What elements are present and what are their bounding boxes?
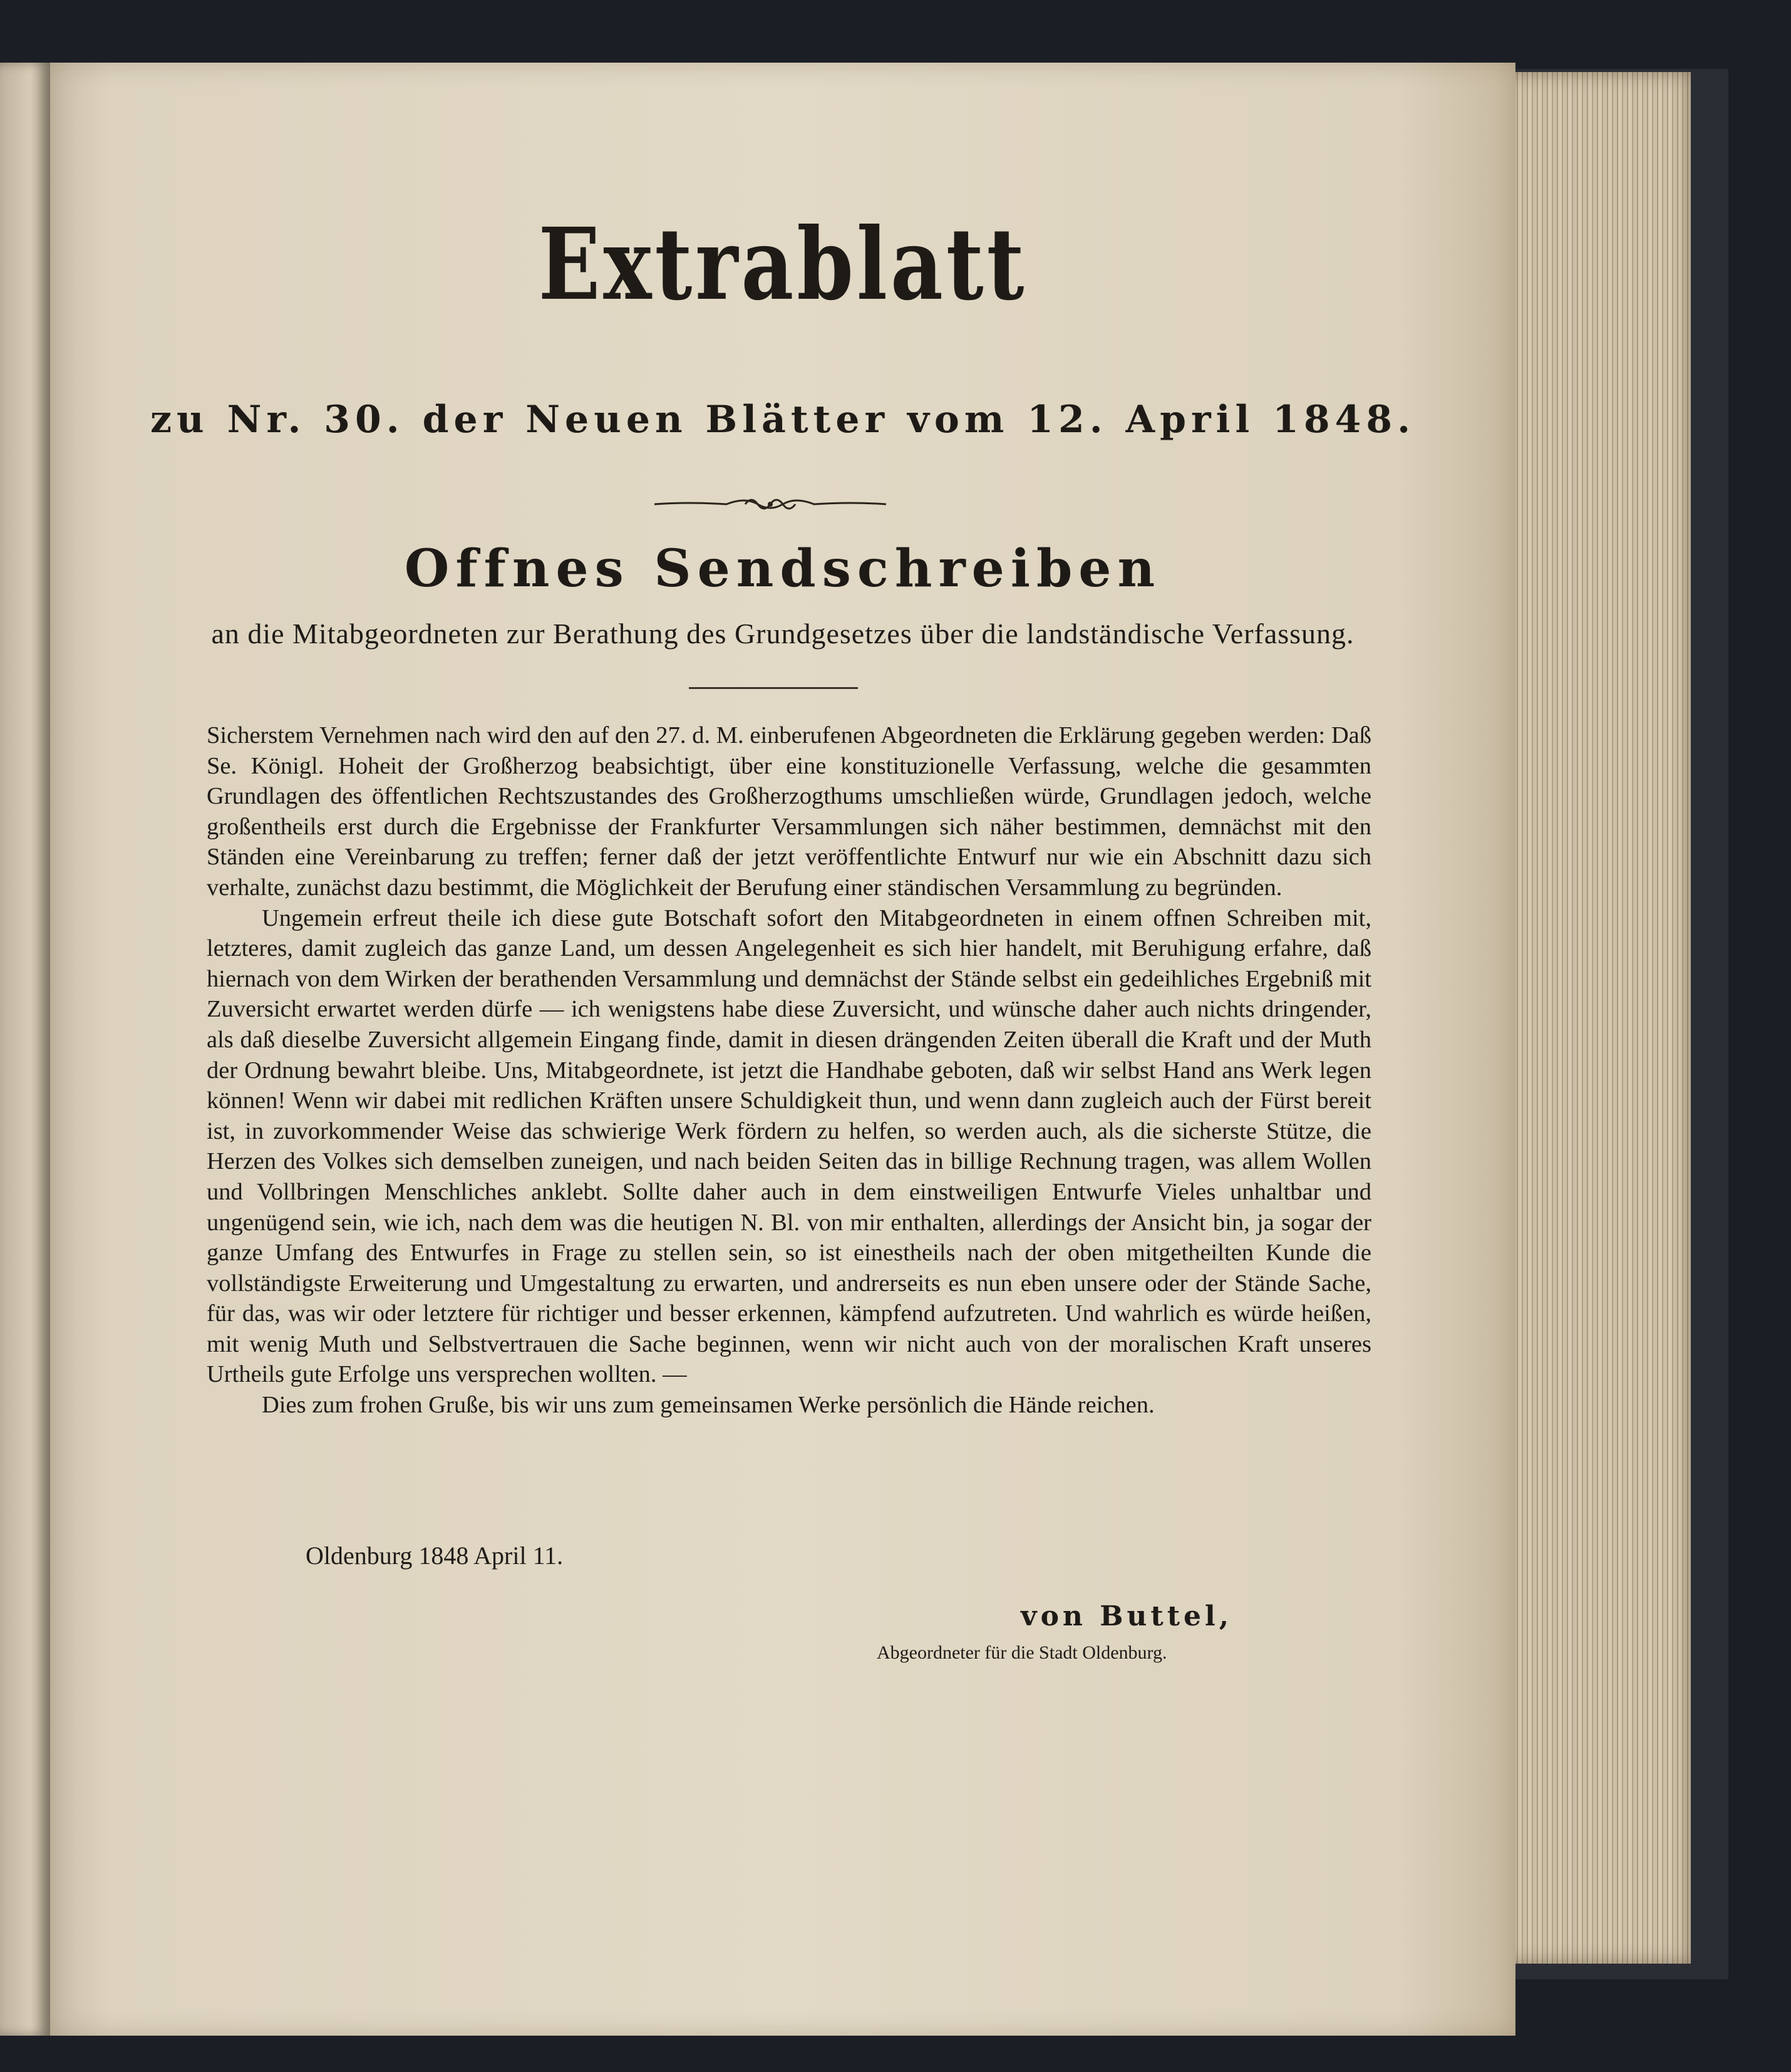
page-block-edges [1503,72,1691,1964]
masthead-subtitle: zu Nr. 30. der Neuen Blätter vom 12. April 1848. [150,398,1416,442]
signature-role: Abgeordneter für die Stadt Oldenburg. [877,1642,1167,1663]
title-divider [689,687,858,689]
left-facing-page-edge [0,63,50,2036]
article-paragraph: Ungemein erfreut theile ich diese gute Botschaft sofort den Mitabgeordneten in einem offnen Schreiben mit, letzteres, damit zugleich das ganze Land, um dessen Angelegenheit es sich hier handelt, mit Beruhigung erfahre, daß hiernach von dem Wirken der berathenden Versammlung und demnächst der Stände selbst ein gedeihliches Ergebniß mit Zuversicht erwartet werden dürfe — ich wenigstens habe diese Zuversicht, und wünsche daher auch nichts dringender, als daß dieselbe Zuversicht allgemein Eingang finde, damit in diesen drängenden Zeiten überall die Kraft und der Muth der Ordnung bewahrt bleibe. Uns, Mitabgeordnete, ist jetzt die Handhabe geboten, daß wir selbst Hand ans Werk legen können! Wenn wir dabei mit redlichen Kräften unsere Schuldigkeit thun, und wenn dann zugleich auch der Fürst bereit ist, in zuvorkommender Weise das schwierige Werk fördern zu helfen, so werden auch, als die sicherste Stütze, die Herzen des Volkes sich demselben zuneigen, und nach beiden Seiten das in billige Rechnung tragen, was allem Wollen und Vollbringen Menschliches anklebt. Sollte daher auch in dem einstweiligen Entwurfe Vieles unhaltbar und ungenügend sein, wie ich, nach dem was die heutigen N. Bl. von mir enthalten, allerdings der Ansicht bin, ja sogar der ganze Umfang des Entwurfes in Frage zu stellen sein, so ist einestheils nach der oben mitgetheilten Kunde die vollständigste Erweiterung und Umgestaltung zu erwarten, und andrerseits es nun eben unsere oder der Stände Sache, für das, was wir oder letztere für richtiger und besser erkennen, kämpfend aufzutreten. Und wahrlich es würde heißen, mit wenig Muth und Selbstvertrauen die Sache beginnen, wenn wir nicht auch von der moralischen Kraft unseres Urtheils gute Erfolge uns versprechen wollten. — [207,904,1371,1388]
newspaper-page [50,63,1515,2036]
signature-name: von Buttel, [1021,1600,1233,1632]
article-paragraph: Dies zum frohen Gruße, bis wir uns zum gemeinsamen Werke persönlich die Hände reichen. [262,1392,1155,1419]
article-body [207,720,1371,1421]
masthead-title: Extrablatt [538,207,1028,323]
article-subtitle: an die Mitabgeordneten zur Berathung des Grundgesetzes über die landständische Verfassung. [211,618,1355,650]
decorative-ornament-icon [651,492,889,517]
article-title: Offnes Sendschreiben [404,539,1162,599]
article-paragraph: Sicherstem Vernehmen nach wird den auf den 27. d. M. einberufenen Abgeordneten die Erklärung gegeben werden: Daß Se. Königl. Hoheit der Großherzog beabsichtigt, über eine konstituzionelle Verfassung, welche die gesammten Grundlagen des öffentlichen Rechtszustandes des Großherzogthums umschließen würde, Grundlagen jedoch, welche großentheils erst durch die Ergebnisse der Frankfurter Versammlungen sich näher bestimmen, demnächst mit den Ständen eine Vereinbarung zu treffen; ferner daß der jetzt veröffentlichte Entwurf nur wie ein Abschnitt dazu sich verhalte, zunächst dazu bestimmt, die Möglichkeit der Berufung einer ständischen Versammlung zu begründen. [207,722,1371,901]
dateline: Oldenburg 1848 April 11. [306,1541,564,1570]
